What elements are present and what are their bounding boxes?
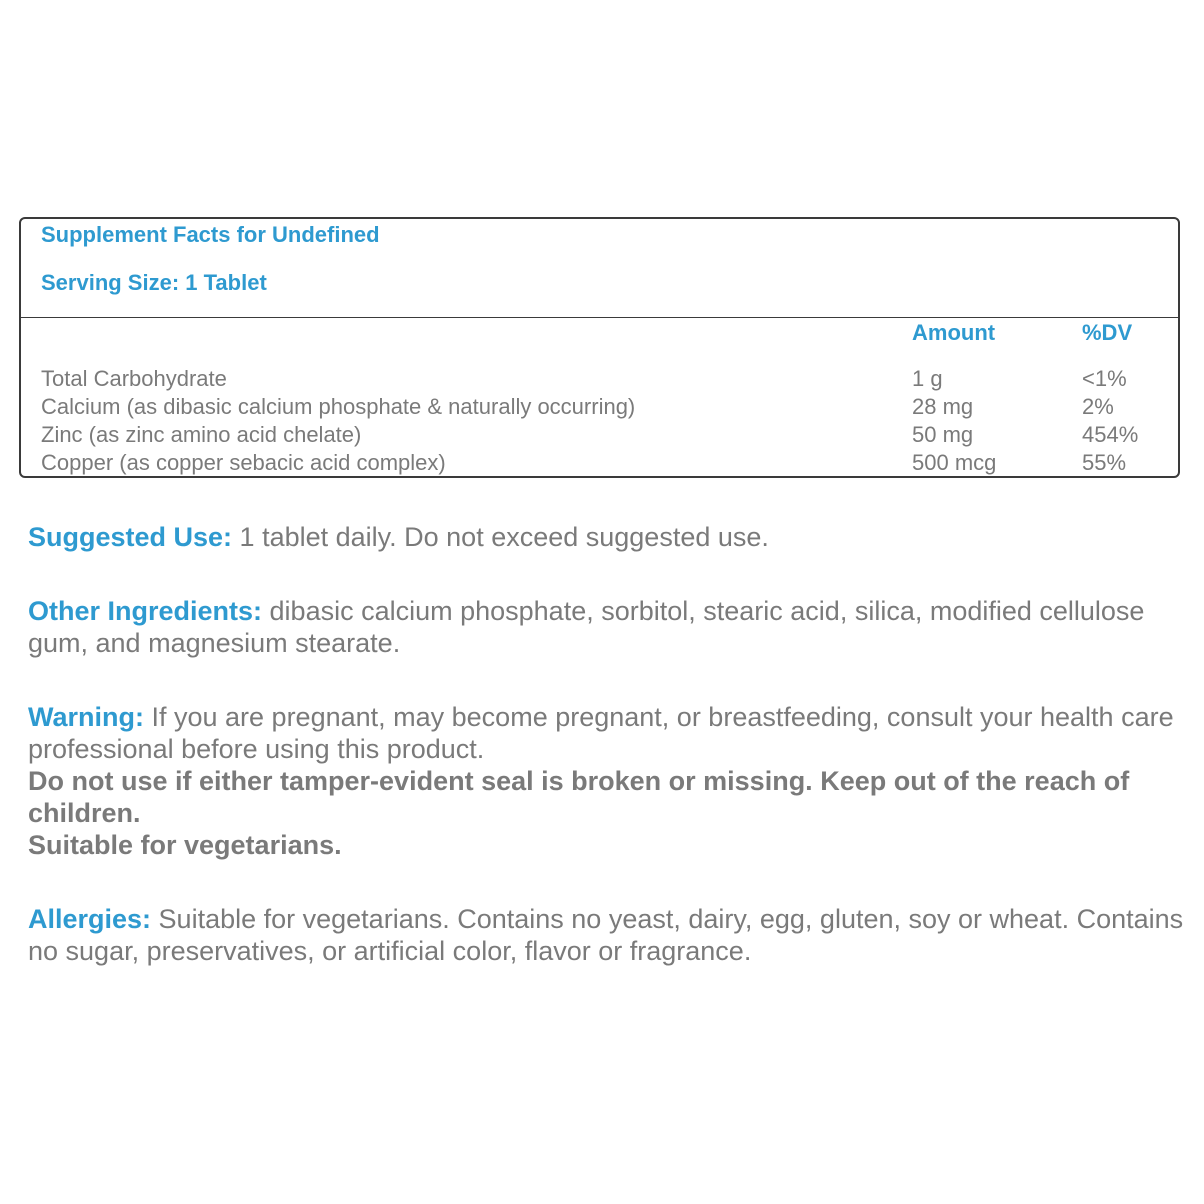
nutrient-amount: 1 g	[912, 366, 943, 391]
other-ingredients-text: dibasic calcium phosphate, sorbitol, stearic acid, silica, modified cellulose gum, and magnesium stearate.	[28, 596, 1145, 658]
warning-label: Warning:	[28, 702, 144, 732]
warning-text: If you are pregnant, may become pregnant, or breastfeeding, consult your health care professional before using this product.	[28, 702, 1174, 764]
other-ingredients-label: Other Ingredients:	[28, 596, 263, 626]
table-row	[21, 422, 1178, 450]
nutrient-name: Zinc (as zinc amino acid chelate)	[41, 422, 362, 447]
other-ingredients-section	[28, 595, 1188, 659]
facts-divider	[21, 317, 1178, 318]
allergies-text: Suitable for vegetarians. Contains no yeast, dairy, egg, gluten, soy or wheat. Contains no sugar, preservatives, or artificial color, flavor or fragrance.	[28, 904, 1184, 966]
table-row	[21, 450, 1178, 478]
suggested-use-label: Suggested Use:	[28, 522, 233, 552]
nutrient-name: Copper (as copper sebacic acid complex)	[41, 450, 446, 475]
table-row	[21, 366, 1178, 394]
vegetarian-note: Suitable for vegetarians.	[28, 830, 342, 860]
warning-section	[28, 701, 1188, 861]
supplement-facts-panel	[19, 217, 1180, 478]
serving-size: Serving Size: 1 Tablet	[41, 270, 267, 295]
table-row	[21, 394, 1178, 422]
allergies-label: Allergies:	[28, 904, 152, 934]
nutrient-dv: 55%	[1082, 450, 1127, 475]
facts-title: Supplement Facts for Undefined	[41, 222, 380, 247]
amount-header: Amount	[912, 320, 996, 345]
nutrient-name: Total Carbohydrate	[41, 366, 227, 391]
nutrient-amount: 500 mcg	[912, 450, 997, 475]
nutrient-name: Calcium (as dibasic calcium phosphate & naturally occurring)	[41, 394, 636, 419]
nutrient-amount: 28 mg	[912, 394, 974, 419]
nutrient-dv: 2%	[1082, 394, 1114, 419]
nutrient-amount: 50 mg	[912, 422, 974, 447]
nutrient-dv: 454%	[1082, 422, 1139, 447]
suggested-use-section	[28, 521, 1188, 553]
tamper-warning: Do not use if either tamper-evident seal is broken or missing. Keep out of the reach of children.	[28, 766, 1130, 828]
suggested-use-text: 1 tablet daily. Do not exceed suggested use.	[232, 522, 769, 552]
nutrient-dv: <1%	[1082, 366, 1127, 391]
allergies-section	[28, 903, 1188, 967]
dv-header: %DV	[1082, 320, 1133, 345]
